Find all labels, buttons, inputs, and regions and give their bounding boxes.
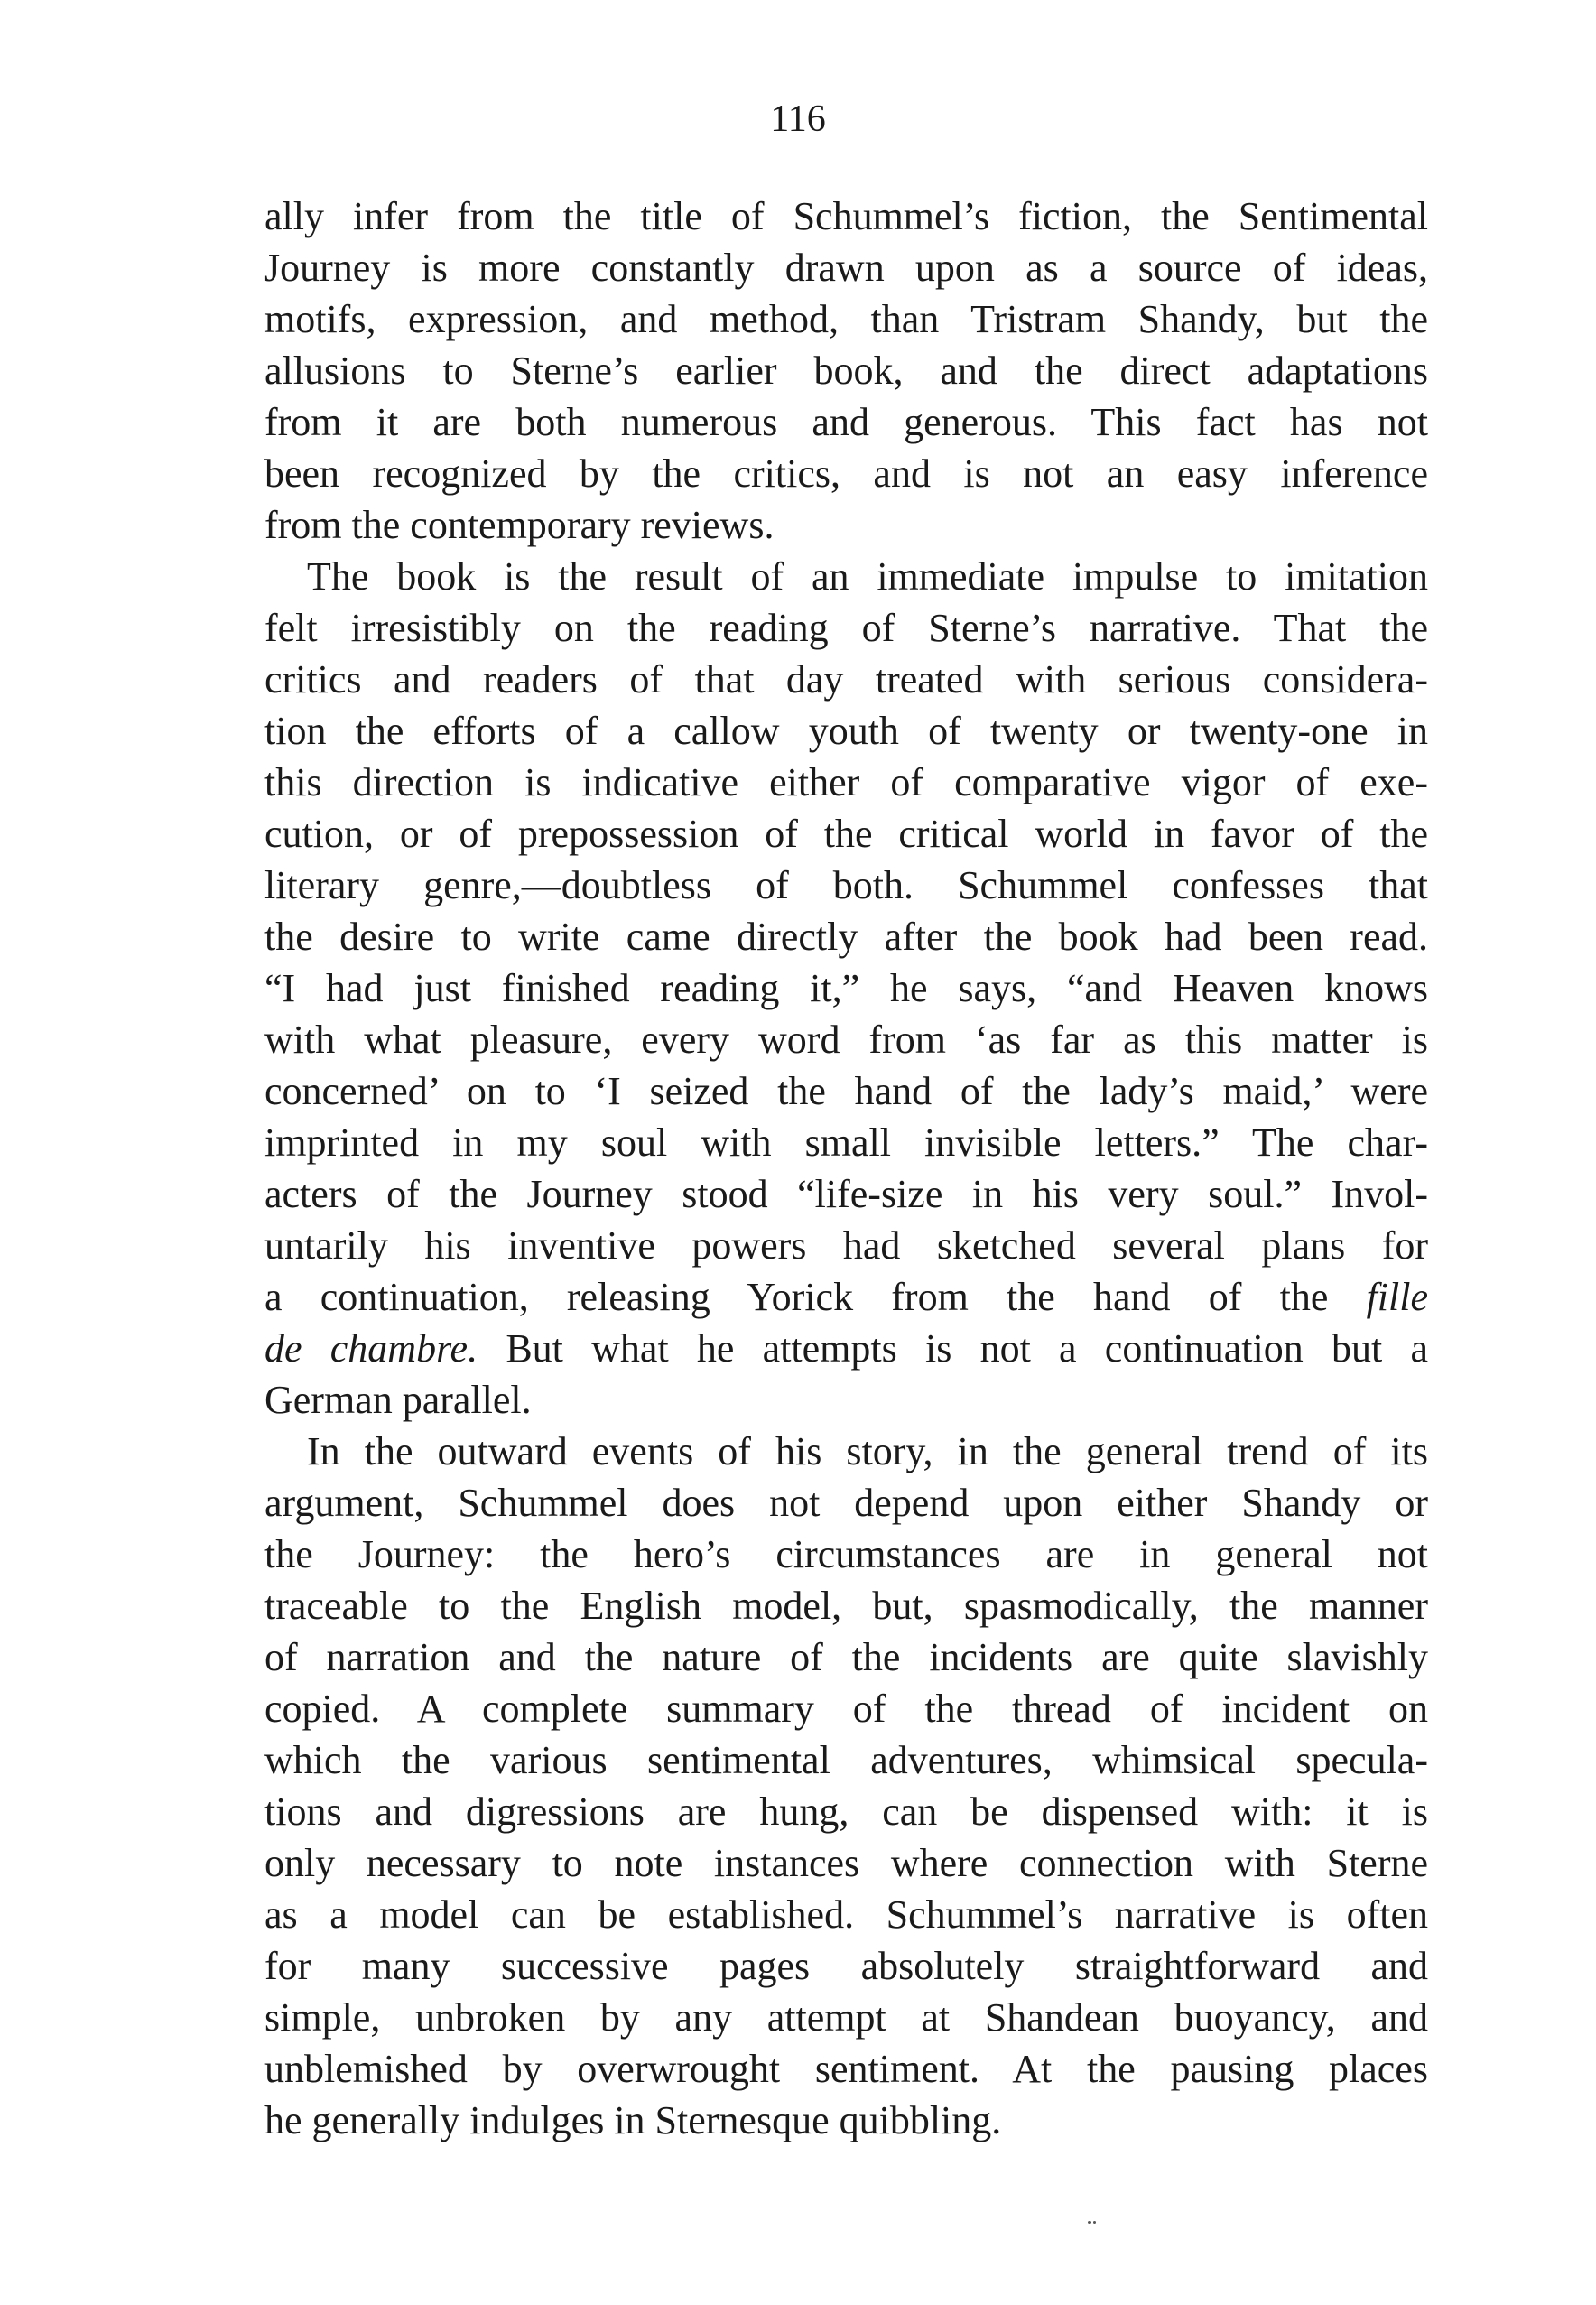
text-line: concerned’ on to ‘I seized the hand of the lady’s maid,’ were xyxy=(264,1069,1428,1113)
text-line: “I had just finished reading it,” he says, “and Heaven knows xyxy=(264,966,1428,1010)
text-line: he generally indulges in Sternesque quibbling. xyxy=(264,2098,1002,2142)
text-line: allusions to Sterne’s earlier book, and the direct adaptations xyxy=(264,349,1428,393)
text-line: argument, Schummel does not depend upon either Shandy or xyxy=(264,1481,1428,1525)
text-line xyxy=(264,1323,1428,1374)
text-line: In the outward events of his story, in the general trend of its xyxy=(307,1429,1428,1473)
text-line: untarily his inventive powers had sketched several plans for xyxy=(264,1223,1428,1268)
text-line: Journey is more constantly drawn upon as a source of ideas, xyxy=(264,246,1428,290)
text-line: The book is the result of an immediate impulse to imitation xyxy=(307,554,1428,599)
text-line: the Journey: the hero’s circumstances are in general not xyxy=(264,1532,1428,1576)
text-line: only necessary to note instances where connection with Sterne xyxy=(264,1841,1428,1885)
italic-phrase: fille xyxy=(1366,1275,1428,1319)
text-line: imprinted in my soul with small invisible letters.” The char- xyxy=(264,1120,1428,1165)
text-line: critics and readers of that day treated with serious considera- xyxy=(264,657,1428,702)
italic-phrase: de chambre. xyxy=(264,1326,478,1371)
text-line: of narration and the nature of the incidents are quite slavishly xyxy=(264,1635,1428,1679)
text-line: been recognized by the critics, and is not an easy inference xyxy=(264,451,1428,496)
print-speck xyxy=(1093,2221,1096,2224)
text-line: tion the efforts of a callow youth of twenty or twenty-one in xyxy=(264,709,1428,753)
text-line: cution, or of prepossession of the critical world in favor of the xyxy=(264,812,1428,856)
text-line: acters of the Journey stood “life-size in his very soul.” Invol- xyxy=(264,1172,1428,1216)
text-line: motifs, expression, and method, than Tristram Shandy, but the xyxy=(264,297,1428,341)
text-line: this direction is indicative either of comparative vigor of exe- xyxy=(264,760,1428,804)
text-line: from the contemporary reviews. xyxy=(264,503,775,547)
text-line: from it are both numerous and generous. This fact has not xyxy=(264,400,1428,444)
text-line: literary genre,—doubtless of both. Schummel confesses that xyxy=(264,863,1428,907)
page-number: 116 xyxy=(770,98,826,140)
text-line xyxy=(264,1271,1428,1323)
text-line: German parallel. xyxy=(264,1378,532,1422)
text-segment: a continuation, releasing Yorick from the hand of the xyxy=(264,1275,1367,1319)
text-line: traceable to the English model, but, spasmodically, the manner xyxy=(264,1584,1428,1628)
text-line: copied. A complete summary of the thread of incident on xyxy=(264,1687,1428,1731)
text-line: unblemished by overwrought sentiment. At the pausing places xyxy=(264,2047,1428,2091)
text-line: simple, unbroken by any attempt at Shandean buoyancy, and xyxy=(264,1995,1428,2040)
text-line: tions and digressions are hung, can be dispensed with: it is xyxy=(264,1789,1428,1834)
text-line: the desire to write came directly after the book had been read. xyxy=(264,915,1428,959)
text-line: with what pleasure, every word from ‘as far as this matter is xyxy=(264,1018,1428,1062)
text-line: ally infer from the title of Schummel’s fiction, the Sentimental xyxy=(264,194,1428,238)
text-line: as a model can be established. Schummel’s narrative is often xyxy=(264,1892,1428,1937)
text-segment: But what he attempts is not a continuation but a xyxy=(478,1326,1428,1371)
text-line: felt irresistibly on the reading of Sterne’s narrative. That the xyxy=(264,606,1428,650)
text-line: which the various sentimental adventures, whimsical specula- xyxy=(264,1738,1428,1782)
text-line: for many successive pages absolutely straightforward and xyxy=(264,1944,1428,1988)
print-speck xyxy=(1088,2221,1091,2224)
